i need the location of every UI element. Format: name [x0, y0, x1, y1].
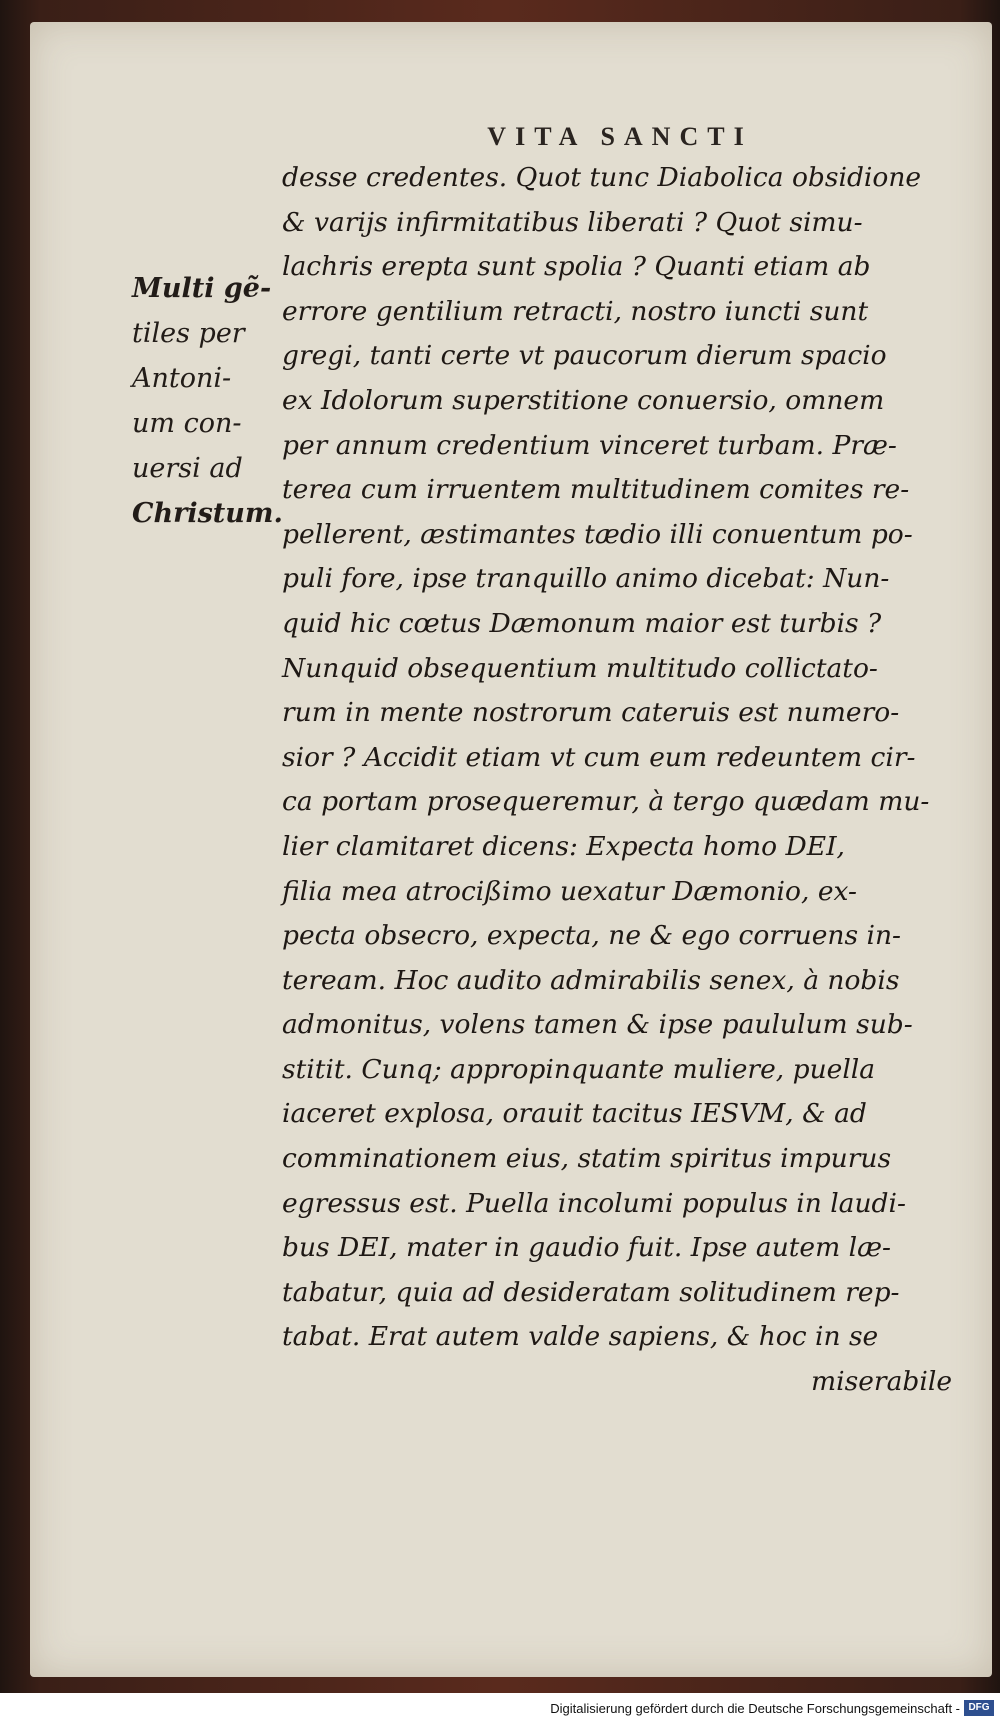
- text-line: tabatur, quia ad desideratam solitudinem rep-: [282, 1276, 900, 1308]
- margin-note-line: tiles per: [132, 318, 245, 349]
- catchword: miserabile: [811, 1366, 952, 1398]
- text-line: per annum credentium vinceret turbam. Præ-: [282, 429, 897, 461]
- text-line: gregi, tanti certe vt paucorum dierum spacio: [282, 340, 887, 372]
- text-line: & varijs infirmitatibus liberati ? Quot simu-: [282, 206, 863, 238]
- text-line: comminationem eius, statim spiritus impurus: [282, 1143, 892, 1175]
- text-line: bus DEI, mater in gaudio fuit. Ipse autem læ-: [282, 1232, 891, 1264]
- margin-note-line: Multi gẽ-: [132, 273, 272, 304]
- text-line: iaceret explosa, orauit tacitus IESVM, & ad: [282, 1098, 867, 1130]
- text-line: desse credentes. Quot tunc Diabolica obsidione: [282, 162, 922, 193]
- footer-bar: [0, 1693, 1000, 1725]
- text-line: puli fore, ipse tranquillo animo dicebat: Nun-: [282, 563, 890, 595]
- margin-note-line: Antoni-: [132, 363, 232, 394]
- text-line: ex Idolorum superstitione conuersio, omnem: [282, 384, 885, 416]
- text-line: terea cum irruentem multitudinem comites re-: [282, 474, 910, 506]
- text-line: lachris erepta sunt spolia ? Quanti etiam ab: [282, 251, 871, 283]
- text-line: errore gentilium retracti, nostro iuncti sunt: [282, 295, 869, 327]
- running-head: VITA SANCTI: [487, 122, 753, 151]
- text-line: admonitus, volens tamen & ipse paululum sub-: [282, 1009, 913, 1041]
- text-line: teream. Hoc audito admirabilis senex, à nobis: [282, 964, 900, 996]
- text-line: pellerent, æstimantes tædio illi conuentum po-: [282, 518, 913, 550]
- body-text: [282, 156, 962, 1405]
- text-line: pecta obsecro, expecta, ne & ego corruens in-: [282, 920, 901, 952]
- digitization-credit: Digitalisierung gefördert durch die Deutsche Forschungsgemeinschaft -: [550, 1701, 960, 1716]
- dfg-logo: DFG: [964, 1700, 994, 1716]
- text-line: sior ? Accidit etiam vt cum eum redeuntem cir-: [282, 741, 916, 773]
- text-line: quid hic cœtus Dæmonum maior est turbis ?: [282, 607, 882, 639]
- margin-note-line: um con-: [132, 408, 242, 439]
- text-line: rum in mente nostrorum cateruis est numero-: [282, 697, 900, 729]
- text-line: egressus est. Puella incolumi populus in laudi-: [282, 1187, 906, 1219]
- margin-note: [132, 266, 282, 536]
- text-line: lier clamitaret dicens: Expecta homo DEI,: [282, 830, 845, 862]
- text-line: tabat. Erat autem valde sapiens, & hoc in se: [282, 1321, 879, 1353]
- text-line: Nunquid obsequentium multitudo collictato-: [282, 652, 878, 684]
- text-line: filia mea atrocißimo uexatur Dæmonio, ex-: [282, 875, 857, 907]
- margin-note-line: Christum.: [132, 498, 283, 529]
- margin-note-line: uersi ad: [132, 453, 243, 484]
- text-line: ca portam prosequeremur, à tergo quædam mu-: [282, 786, 930, 818]
- text-line: stitit. Cunq; appropinquante muliere, puella: [282, 1053, 876, 1085]
